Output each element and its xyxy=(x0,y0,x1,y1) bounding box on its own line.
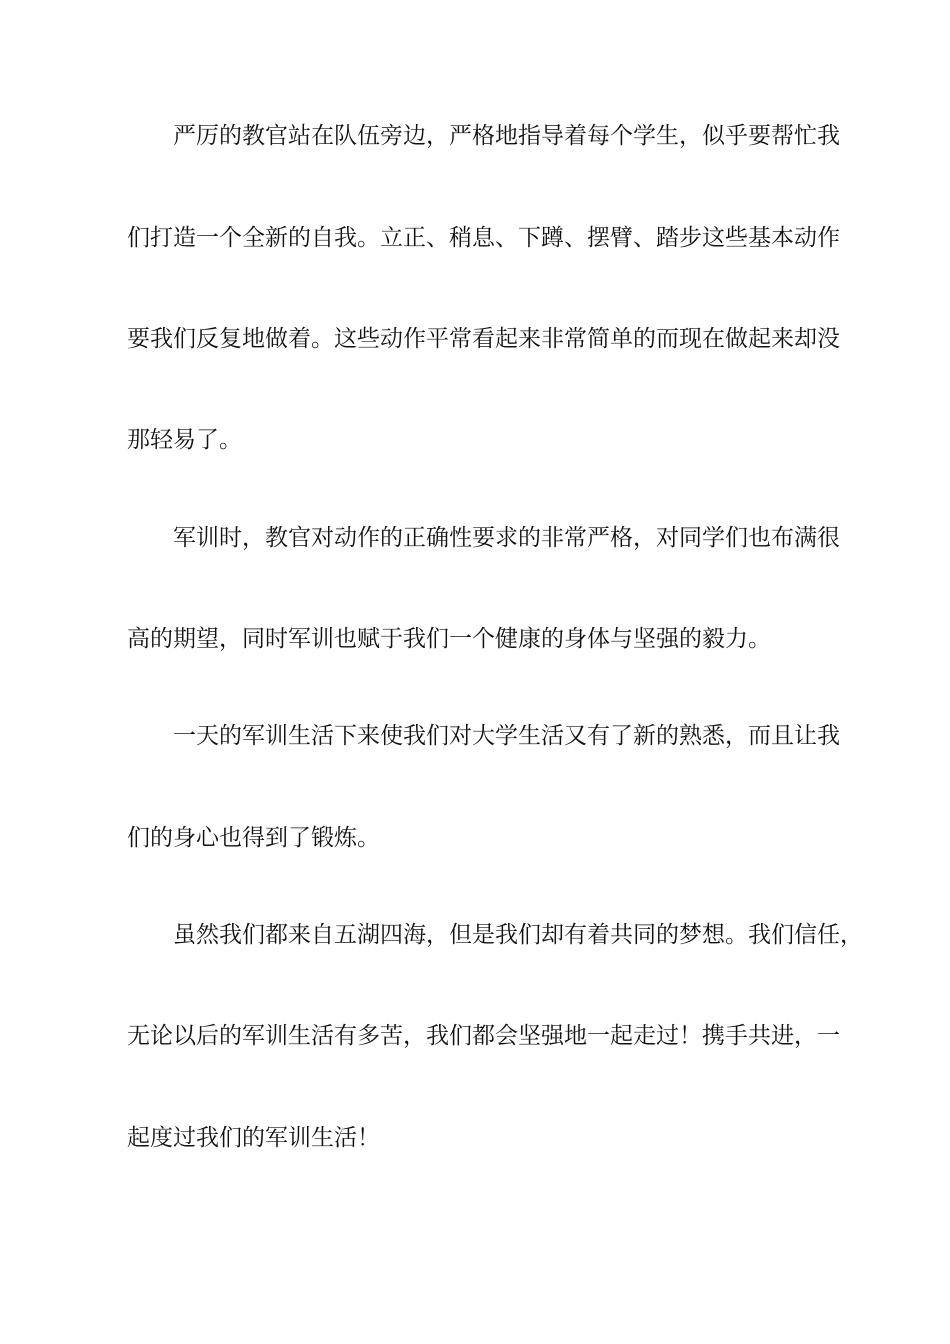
text-line: 起度过我们的军训生活！ xyxy=(127,1125,380,1151)
text-line: 们打造一个全新的自我。立正、稍息、下蹲、摆臂、踏步这些基本动作 xyxy=(127,225,840,251)
text-line: 军训时，教官对动作的正确性要求的非常严格，对同学们也布满很 xyxy=(173,525,840,551)
text-line: 一天的军训生活下来使我们对大学生活又有了新的熟悉，而且让我 xyxy=(173,723,840,749)
text-line: 要我们反复地做着。这些动作平常看起来非常简单的而现在做起来却没 xyxy=(127,326,840,352)
text-line: 严厉的教官站在队伍旁边，严格地指导着每个学生，似乎要帮忙我 xyxy=(173,123,840,149)
text-line: 虽然我们都来自五湖四海，但是我们却有着共同的梦想。我们信任， xyxy=(173,922,863,948)
text-line: 们的身心也得到了锻炼。 xyxy=(127,825,380,851)
text-line: 高的期望，同时军训也赋于我们一个健康的身体与坚强的毅力。 xyxy=(127,626,771,652)
text-line: 无论以后的军训生活有多苦，我们都会坚强地一起走过！携手共进，一 xyxy=(127,1023,840,1049)
text-line: 那轻易了。 xyxy=(127,427,242,453)
